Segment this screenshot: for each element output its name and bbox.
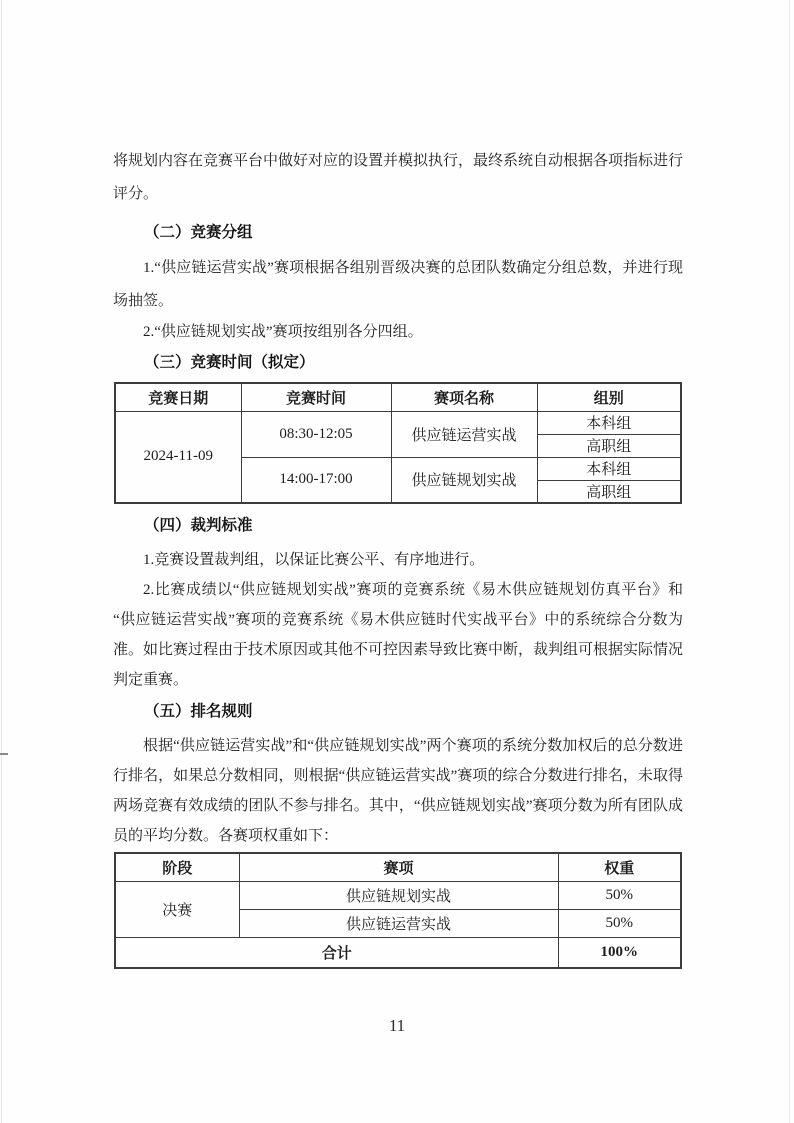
judging-item-2: 2.比赛成绩以“供应链规划实战”赛项的竞赛系统《易木供应链规划仿真平台》和“供应链运营实战”赛项的竞赛系统《易木供应链时代实战平台》中的系统综合分数为准。如比赛过程由于技术原因或其他不可控因素导致比赛中断，裁判组可根据实际情况判定重赛。 <box>113 582 684 688</box>
page-number: 11 <box>388 1016 406 1035</box>
section-heading-grouping: （二）竞赛分组 <box>144 224 253 241</box>
section-heading-schedule: （三）竞赛时间（拟定） <box>144 354 315 371</box>
schedule-cell-event: 供应链运营实战 <box>391 411 537 457</box>
schedule-header-group: 组别 <box>537 383 681 411</box>
schedule-header-event: 赛项名称 <box>391 383 537 411</box>
ranking-paragraph: 根据“供应链运营实战”和“供应链规划实战”两个赛项的系统分数加权后的总分数进行排名，如果总分数相同，则根据“供应链运营实战”赛项的综合分数进行排名，未取得两场竞赛有效成绩的团队不参与排名。其中，“供应链规划实战”赛项分数为所有团队成员的平均分数。各赛项权重如下： <box>113 738 683 844</box>
schedule-cell-group: 本科组 <box>537 411 681 434</box>
weights-cell-total-weight: 100% <box>558 937 681 968</box>
schedule-cell-group: 高职组 <box>537 480 681 503</box>
page-edge-left <box>1 0 2 1123</box>
weights-cell-weight: 50% <box>558 909 681 937</box>
intro-paragraph: 将规划内容在竞赛平台中做好对应的设置并模拟执行，最终系统自动根据各项指标进行评分。 <box>113 153 684 202</box>
weights-header-stage: 阶段 <box>115 853 239 881</box>
section-heading-ranking: （五）排名规则 <box>144 703 253 720</box>
schedule-cell-date: 2024-11-09 <box>115 411 241 503</box>
weights-cell-total-label: 合计 <box>115 937 558 968</box>
weights-header-weight: 权重 <box>558 853 681 881</box>
schedule-cell-group: 高职组 <box>537 434 681 457</box>
weights-cell-weight: 50% <box>558 881 681 909</box>
section-heading-judging: （四）裁判标准 <box>144 517 253 534</box>
schedule-table <box>114 382 682 504</box>
schedule-cell-group: 本科组 <box>537 457 681 480</box>
grouping-item-1: 1.“供应链运营实战”赛项根据各组别晋级决赛的总团队数确定分组总数，并进行现场抽签。 <box>113 260 683 309</box>
scan-artifact-dash <box>0 753 8 755</box>
schedule-cell-event: 供应链规划实战 <box>391 457 537 503</box>
grouping-item-2: 2.“供应链规划实战”赛项按组别各分四组。 <box>143 324 423 340</box>
weights-cell-event: 供应链运营实战 <box>239 909 558 937</box>
schedule-header-date: 竞赛日期 <box>115 383 241 411</box>
weights-cell-stage: 决赛 <box>115 881 239 937</box>
weights-header-event: 赛项 <box>239 853 558 881</box>
schedule-cell-time: 14:00-17:00 <box>241 457 391 503</box>
weights-table <box>114 852 682 969</box>
judging-item-1: 1.竞赛设置裁判组，以保证比赛公平、有序地进行。 <box>143 552 485 568</box>
weights-cell-event: 供应链规划实战 <box>239 881 558 909</box>
schedule-header-time: 竞赛时间 <box>241 383 391 411</box>
schedule-cell-time: 08:30-12:05 <box>241 411 391 457</box>
page-edge-right <box>789 0 790 1123</box>
